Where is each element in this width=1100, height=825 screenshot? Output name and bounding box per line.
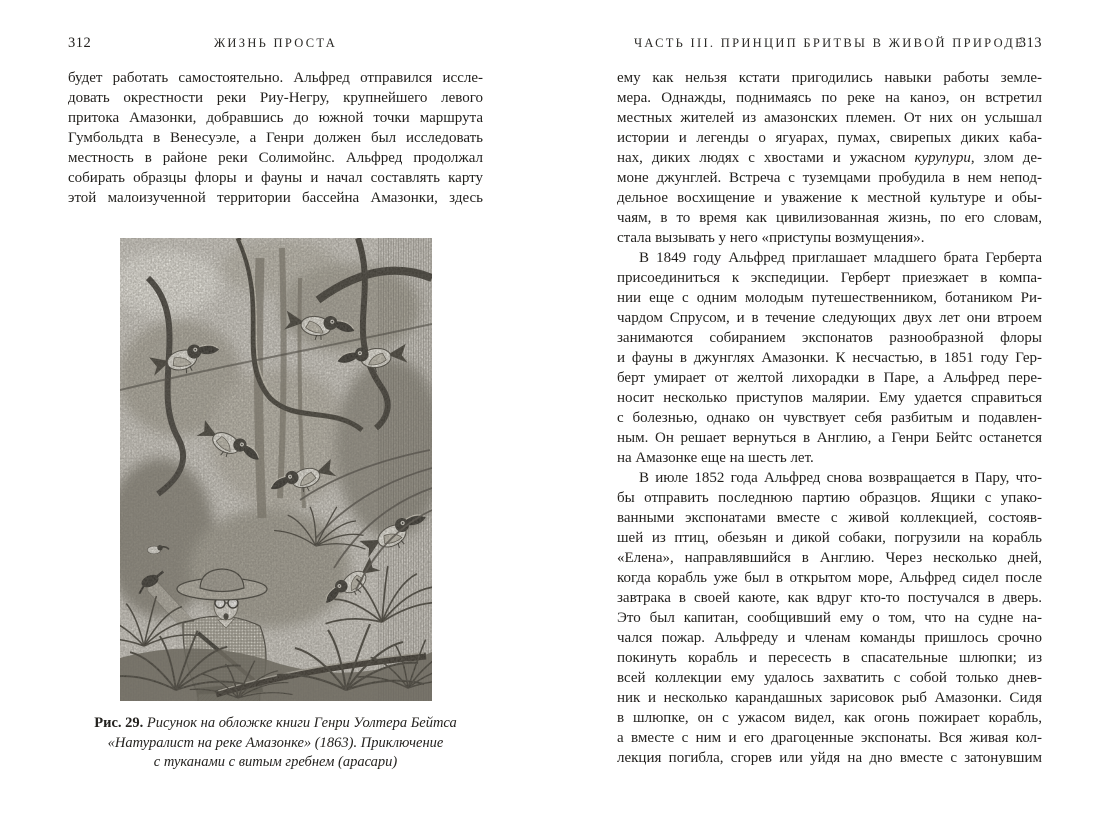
text-line: шей из птиц, обезьян и дикой собаки, погрузили на корабль [617,530,1042,546]
text-line: В июле 1852 года Альфред снова возвращается в Пару, что- [639,470,1042,486]
text-line: стала вызывать у него «приступы возмущения». [617,230,925,246]
text-line: собирать образцы флоры и фауны и начал составлять карту [68,170,483,186]
text-line: с болезнью, однако он чувствует себя разбитым и подавлен- [617,410,1042,426]
caption-line: с туканами с витым гребнем (арасари) [153,754,398,770]
text-line: В 1849 году Альфред приглашает младшего брата Герберта [639,250,1042,266]
caption-line: Рис. 29. Рисунок на обложке книги Генри Уолтера Бейтса [94,715,457,731]
text-line: мера. Однажды, поднимаясь по реке на каноэ, он встретил [617,90,1042,106]
text-line: местность в районе реки Солимойнс. Альфред продолжал [68,150,483,166]
left-running-head-row [68,36,483,54]
right-running-head-row [617,36,1042,54]
text-line: ванными экспонатами вместе с живой коллекцией, состояв- [617,510,1042,526]
text-line: ник и несколько карандашных зарисовок рыб Амазонки. Сидя [617,690,1042,706]
text-line: моне джунглей. Встреча с туземцами пробудила в нем непод- [617,170,1042,186]
text-line: занимаются собиранием экспонатов разнообразной флоры [617,330,1042,346]
paragraph [617,68,1042,248]
text-line: нии еще с одним молодым путешественником, ботаником Ри- [617,290,1042,306]
text-line: будет работать самостоятельно. Альфред отправился иссле- [68,70,483,86]
text-line: бы отправить последнюю партию образцов. Ящики с упако- [617,490,1042,506]
text-line: «Елена», направлявшийся в Англию. Через несколько дней, [617,550,1042,566]
caption-line: «Натуралист на реке Амазонке» (1863). Приключение [107,734,444,751]
right-body-text [617,68,1042,768]
text-line: берт умирает от желтой лихорадки в Паре, а Альфред пере- [617,370,1042,386]
text-line: дельное восхищение и уважение к местной культуре и обы- [617,190,1042,206]
left-body-text [68,68,483,208]
text-line: чардом Спрусом, и в течение следующих двух лет они втроем [617,310,1042,326]
paragraph [617,468,1042,768]
text-line: ему как нельзя кстати пригодились навыки работы земле- [617,70,1042,86]
left-page [68,0,483,825]
left-running-head: ЖИЗНЬ ПРОСТА [213,36,338,50]
text-line: нах, диких людях с хвостами и ужасном курупури, злом де- [617,150,1042,166]
figure-29 [68,238,483,773]
figure-caption [68,714,483,773]
text-line: довать окрестности реки Риу-Негру, крупнейшего левого [68,90,483,106]
text-line: завтрака в своей каюте, как вдруг кто-то постучался в дверь. [617,590,1042,606]
text-line: ным. Он решает вернуться в Англию, а Генри Бейтс останется [617,430,1042,446]
right-running-head: ЧАСТЬ III. ПРИНЦИП БРИТВЫ В ЖИВОЙ ПРИРОДЕ [633,36,1026,50]
text-line: местных жителей из амазонских племен. От них он услышал [617,110,1042,126]
paragraph [68,68,483,208]
text-line: лекция погибла, сгорев или уйдя на дно вместе с затонувшим [617,750,1042,766]
text-line: всей коллекции ему удалось захватить с собой только днев- [617,670,1042,686]
text-line: и фауны в джунглях Амазонки. К несчастью, в 1851 году Гер- [617,350,1042,366]
text-line: этой малоизученной территории бассейна Амазонки, здесь [68,190,483,206]
right-page [617,0,1042,825]
text-line: покинуть корабль и пересесть в спасательные шлюпки; из [617,650,1042,666]
text-line: в шлюпке, он с ужасом видел, как огонь пожирает корабль, [617,710,1042,726]
text-line: носит несколько приступов малярии. Ему удается справиться [617,390,1042,406]
text-line: присоединиться к экспедиции. Герберт приезжает в компа- [617,270,1042,286]
right-page-number: 313 [1018,35,1042,51]
text-line: на Амазонке еще на шесть лет. [617,450,814,466]
text-line: Гумбольдта в Венесуэле, а Генри должен был исследовать [68,130,483,146]
text-line: истории и легенды о ягуарах, пумах, свирепых диких каба- [617,130,1042,146]
text-line: притока Амазонки, добравшись до южной точки маршрута [68,110,483,126]
left-page-number: 312 [68,35,92,51]
paragraph [617,248,1042,468]
text-line: а вместе с ним и его драгоценные экспонаты. Вся живая кол- [617,730,1042,746]
text-line: чался пожар. Альфреду и членам команды пришлось срочно [617,630,1042,646]
text-line: чаям, в то время как цивилизованная жизнь, по его словам, [617,210,1042,226]
text-line: Это был капитан, сообщивший ему о том, что на судне на- [617,610,1042,626]
jungle-engraving-illustration [120,238,432,701]
text-line: когда корабль уже был в открытом море, Альфред сидел после [617,570,1042,586]
